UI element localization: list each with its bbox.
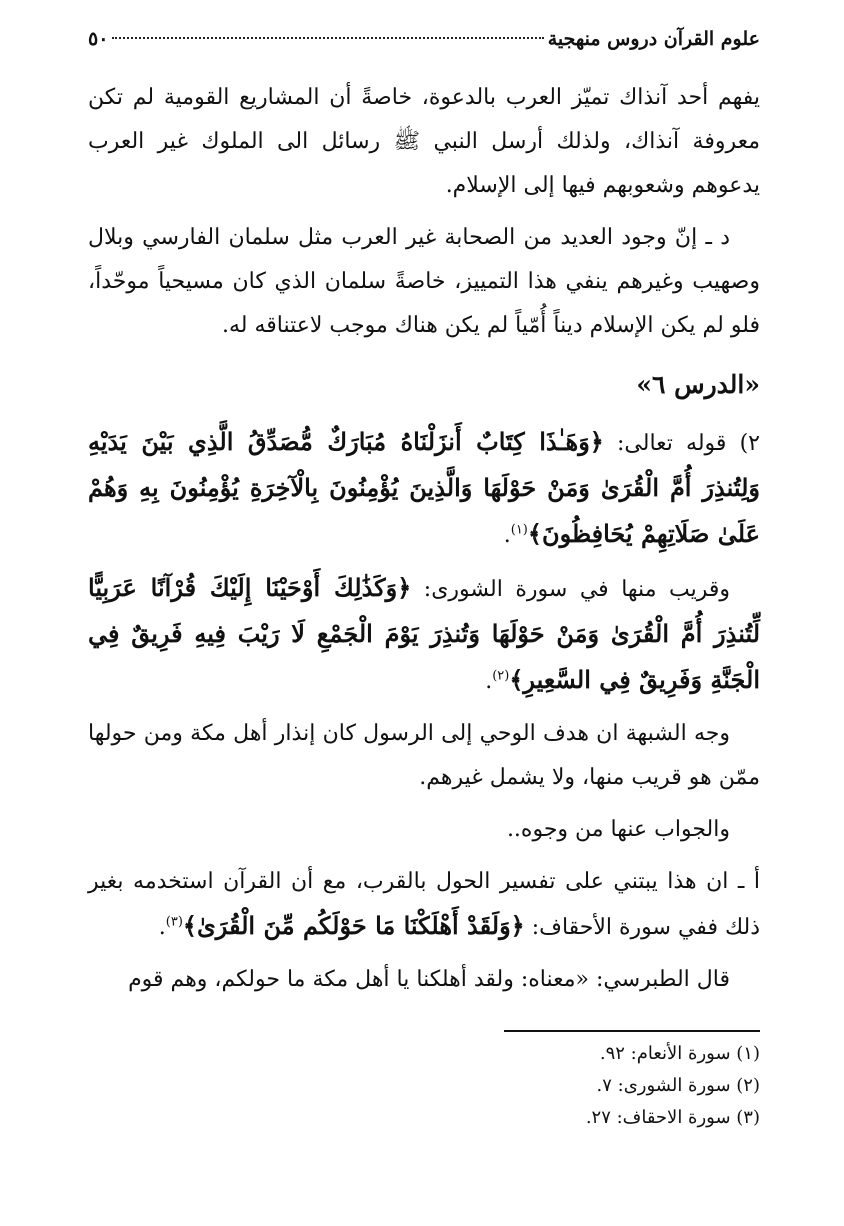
paragraph-point-d: د ـ إنّ وجود العديد من الصحابة غير العرب مثل سلمان الفارسي وبلال وصهيب وغيرهم ينفي هذا التمييز، خاصةً سلمان الذي كان مسيحياً موحّداً، فلو لم يكن الإسلام ديناً أُمّياً لم يكن هناك موجب لاعتناقه له.: [88, 225, 760, 338]
footnote-ref-1: (١): [510, 522, 528, 538]
page-number: ٥٠: [88, 28, 109, 50]
paragraph-arab-distinction: يفهم أحد آنذاك تميّز العرب بالدعوة، خاصةً أن المشاريع القومية لم تكن معروفة آنذاك، ولذلك أرسل النبي ﷺ رسائل الى الملوك غير العرب يدعوهم وشعوبهم فيها إلى الإسلام.: [88, 85, 760, 198]
footnote-3: (٣) سورة الاحقاف: ٢٧.: [585, 1107, 760, 1128]
footnote-separator: [504, 1030, 760, 1032]
footnote-1: (١) سورة الأنعام: ٩٢.: [599, 1043, 760, 1064]
quran-verse-shura: ﴿وَكَذَٰلِكَ أَوْحَيْنَا إِلَيْكَ قُرْآنًا عَرَبِيًّا لِّتُنذِرَ أُمَّ الْقُرَىٰ وَمَنْ حَوْلَهَا وَتُنذِرَ يَوْمَ الْجَمْعِ لَا رَيْبَ فِيهِ فَرِيقٌ فِي الْجَنَّةِ وَفَرِيقٌ فِي السَّعِيرِ﴾: [88, 573, 760, 694]
lesson-heading: «الدرس ٦»: [636, 370, 760, 399]
verse-intro-text: ٢) قوله تعالى:: [603, 431, 760, 456]
paragraph-verse-shura: وقريب منها في سورة الشورى: ﴿وَكَذَٰلِكَ أَوْحَيْنَا إِلَيْكَ قُرْآنًا عَرَبِيًّا لِّتُنذِرَ أُمَّ الْقُرَىٰ وَمَنْ حَوْلَهَا وَتُنذِرَ يَوْمَ الْجَمْعِ لَا رَيْبَ فِيهِ فَرِيقٌ فِي الْجَنَّةِ وَفَرِيقٌ فِي السَّعِيرِ﴾$^{(٢)}$.: [88, 573, 760, 694]
paragraph-answer-intro: والجواب عنها من وجوه..: [506, 817, 730, 842]
book-page: [88, 28, 760, 1134]
paragraph-point-a: أ ـ ان هذا يبتني على تفسير الحول بالقرب، مع أن القرآن استخدمه بغير ذلك ففي سورة الأحقاف: ﴿وَلَقَدْ أَهْلَكْنَا مَا حَوْلَكُم مِّنَ الْقُرَىٰ﴾$^{(٣)}$.: [88, 869, 760, 940]
running-title: علوم القرآن دروس منهجية: [547, 28, 760, 50]
quran-verse-anam: ﴿وَهَـٰذَا كِتَابٌ أَنزَلْنَاهُ مُبَارَكٌ مُّصَدِّقُ الَّذِي بَيْنَ يَدَيْهِ وَلِتُنذِرَ أُمَّ الْقُرَىٰ وَمَنْ حَوْلَهَا وَالَّذِينَ يُؤْمِنُونَ بِالْآخِرَةِ يُؤْمِنُونَ بِهِ وَهُمْ عَلَىٰ صَلَاتِهِمْ يُحَافِظُونَ﴾: [88, 427, 760, 548]
footnote-ref-3: (٣): [165, 914, 183, 930]
paragraph-verse-anam: ٢) قوله تعالى: ﴿وَهَـٰذَا كِتَابٌ أَنزَلْنَاهُ مُبَارَكٌ مُّصَدِّقُ الَّذِي بَيْنَ يَدَيْهِ وَلِتُنذِرَ أُمَّ الْقُرَىٰ وَمَنْ حَوْلَهَا وَالَّذِينَ يُؤْمِنُونَ بِالْآخِرَةِ يُؤْمِنُونَ بِهِ وَهُمْ عَلَىٰ صَلَاتِهِمْ يُحَافِظُونَ﴾$^{(١)}$.: [88, 427, 760, 548]
footnote-2: (٢) سورة الشورى: ٧.: [596, 1075, 760, 1096]
page-header: [88, 28, 760, 62]
footnote-ref-2: (٢): [492, 668, 510, 684]
quran-verse-ahqaf: ﴿وَلَقَدْ أَهْلَكْنَا مَا حَوْلَكُم مِّنَ الْقُرَىٰ﴾: [182, 911, 525, 940]
paragraph-tabarsi-quote: قال الطبرسي: «معناه: ولقد أهلكنا يا أهل مكة ما حولكم، وهم قوم: [128, 967, 730, 992]
paragraph-doubt: وجه الشبهة ان هدف الوحي إلى الرسول كان إنذار أهل مكة ومن حولها ممّن هو قريب منها، ولا يشمل غيرهم.: [88, 721, 760, 790]
point-a-text: أ ـ ان هذا يبتني على تفسير الحول بالقرب، مع أن القرآن استخدمه بغير ذلك ففي سورة الأحقاف:: [88, 869, 760, 940]
header-dotted-leader: [112, 37, 543, 39]
verse-intro-text: وقريب منها في سورة الشورى:: [411, 577, 730, 602]
